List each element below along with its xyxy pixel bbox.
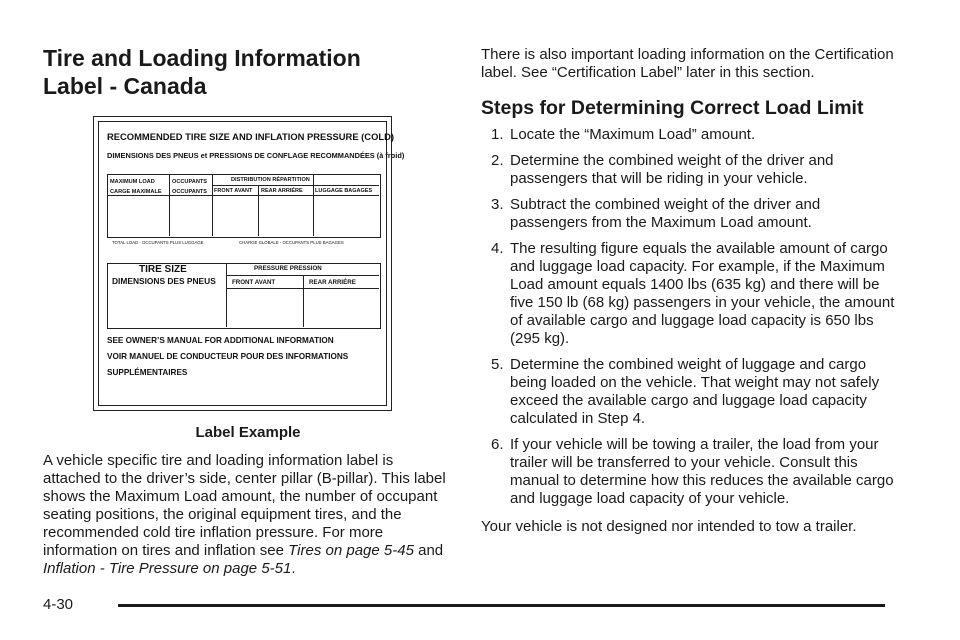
step-text: Determine the combined weight of the driver and passengers that will be riding in your vehicle.: [510, 152, 834, 187]
step-number: 5.: [491, 356, 504, 373]
tire-table-rule: [226, 288, 379, 289]
load-table-rule: [212, 185, 379, 186]
label-voir-manuel: VOIR MANUEL DE CONDUCTEUR POUR DES INFORMATIONS: [107, 352, 349, 361]
towing-note: Your vehicle is not designed nor intended to tow a trailer.: [481, 518, 857, 535]
step-text: Subtract the combined weight of the driver and passengers from the Maximum Load amount.: [510, 196, 821, 231]
label-pressure: PRESSURE PRESSION: [254, 265, 322, 272]
steps-heading: Steps for Determining Correct Load Limit: [481, 97, 864, 119]
load-table-divider: [313, 174, 314, 236]
label-rear-arriere-pressure: REAR ARRIÉRE: [309, 279, 356, 286]
step-number: 1.: [491, 126, 504, 143]
tire-table-divider: [303, 275, 304, 327]
steps-list: [481, 126, 901, 508]
step-text: Determine the combined weight of luggage and cargo being loaded on the vehicle. That weight may not safely exceed the available cargo and luggage load capacity calculated in Step 4.: [510, 356, 880, 427]
label-distribution: DISTRIBUTION RÉPARTITION: [231, 177, 310, 183]
tire-table-rule: [226, 275, 379, 276]
label-rear-arriere: REAR ARRIÉRE: [261, 188, 303, 194]
label-description: [43, 452, 453, 578]
section-title: [43, 44, 453, 100]
tire-table-divider: [226, 263, 227, 327]
load-table-divider: [212, 174, 213, 236]
footer-rule: [118, 604, 885, 607]
tire-label-illustration: [93, 116, 405, 411]
step-number: 2.: [491, 152, 504, 169]
label-occupants-fr: OCCUPANTS: [172, 189, 208, 195]
load-table-divider: [258, 185, 259, 236]
label-dimensions-pneus: DIMENSIONS DES PNEUS: [112, 276, 216, 286]
text-period: .: [291, 560, 296, 577]
label-luggage: LUGGAGE BAGAGES: [315, 188, 373, 194]
label-see-owner: SEE OWNER’S MANUAL FOR ADDITIONAL INFORMATION: [107, 336, 334, 345]
load-table-rule: [107, 195, 379, 196]
text-and: and: [413, 542, 444, 559]
tire-label-inner-frame: [98, 121, 405, 406]
label-total-load: TOTAL LOAD - OCCUPANTS PLUS LUGGAGE: [112, 240, 204, 245]
label-occupants: OCCUPANTS: [172, 179, 208, 185]
step-number: 6.: [491, 436, 504, 453]
link-tires[interactable]: Tires on page 5-45: [288, 542, 414, 559]
link-inflation[interactable]: Inflation - Tire Pressure on page 5-51: [43, 560, 292, 577]
right-column: [481, 46, 901, 536]
step-item: [481, 126, 901, 144]
left-paragraph: [43, 452, 453, 578]
step-number: 3.: [491, 196, 504, 213]
label-max-load: MAXIMUM LOAD: [110, 179, 155, 185]
step-item: [481, 436, 901, 508]
label-front-avant: FRONT AVANT: [214, 188, 253, 194]
page-number: 4-30: [43, 596, 74, 613]
label-description-text: A vehicle specific tire and loading information label is attached to the driver’s side, center pillar (B-pillar). This label shows the Maximum Load amount, the number of occupant seating positions, the original equipment tires, and the recommended cold tire inflation pressure. For more information on tires and inflation see: [43, 452, 446, 559]
label-supplementaires: SUPPLÉMENTAIRES: [107, 368, 188, 377]
step-item: [481, 356, 901, 428]
section-title-line2: Label - Canada: [43, 73, 207, 99]
label-tire-size: TIRE SIZE: [139, 264, 187, 275]
step-item: [481, 240, 901, 348]
certification-intro: There is also important loading information on the Certification label. See “Certification Label” later in this section.: [481, 46, 894, 81]
left-column: [43, 44, 453, 100]
step-item: [481, 196, 901, 232]
step-text: The resulting figure equals the available amount of cargo and luggage load capacity. For example, if the Maximum Load amount equals 1400 lbs (635 kg) and there will be five 150 lb (68 kg) passengers in your vehicle, the amount of available cargo and luggage load capacity is 650 lbs (295 kg).: [510, 240, 895, 347]
section-title-line1: Tire and Loading Information: [43, 45, 361, 71]
step-item: [481, 152, 901, 188]
label-front-avant-pressure: FRONT AVANT: [232, 279, 276, 286]
figure-caption: Label Example: [195, 424, 301, 441]
label-line-recommended: RECOMMENDED TIRE SIZE AND INFLATION PRESSURE (COLD): [107, 131, 394, 142]
step-number: 4.: [491, 240, 504, 257]
label-charge-globale: CHARGE GLOBALE - OCCUPANTS PLUS BAGAGES: [239, 240, 344, 245]
step-text: If your vehicle will be towing a trailer, the load from your trailer will be transferred to your vehicle. Consult this manual to determine how this reduces the available cargo and luggage load capacity of your vehicle.: [510, 436, 894, 507]
label-charge-max: CARGE MAXIMALE: [110, 189, 162, 195]
step-text: Locate the “Maximum Load” amount.: [510, 126, 756, 143]
label-line-dimensions: DIMENSIONS DES PNEUS et PRESSIONS DE CONFLAGE RECOMMANDÉES (à froid): [107, 151, 405, 160]
load-table-divider: [169, 174, 170, 236]
